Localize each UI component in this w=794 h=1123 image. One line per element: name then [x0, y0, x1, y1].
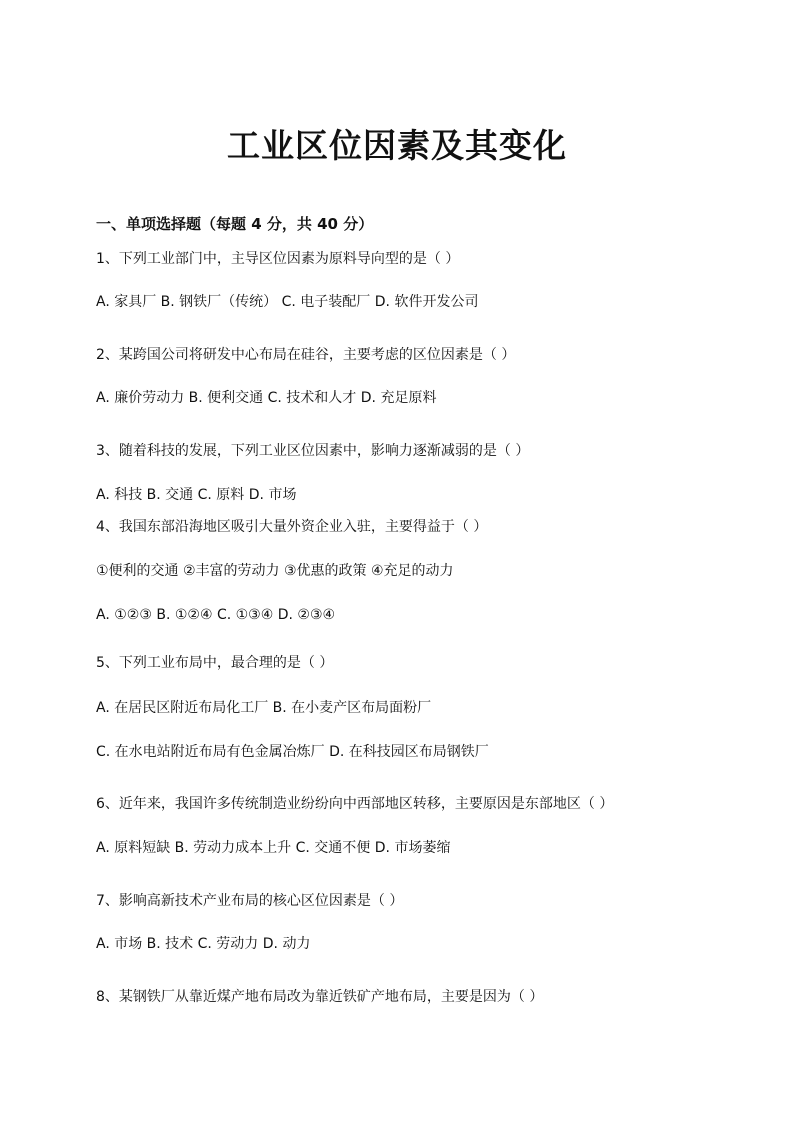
question-1-stem: 1、下列工业部门中，主导区位因素为原料导向型的是（ ） — [96, 251, 460, 267]
question-5-stem: 5、下列工业布局中，最合理的是（ ） — [96, 655, 334, 671]
question-5-options-line-2: C. 在水电站附近布局有色金属冶炼厂 D. 在科技园区布局钢铁厂 — [96, 744, 489, 760]
question-7-stem: 7、影响高新技术产业布局的核心区位因素是（ ） — [96, 893, 404, 909]
question-2-options: A. 廉价劳动力 B. 便利交通 C. 技术和人才 D. 充足原料 — [96, 390, 437, 406]
question-5-options-line-1: A. 在居民区附近布局化工厂 B. 在小麦产区布局面粉厂 — [96, 700, 432, 716]
question-1-options: A. 家具厂 B. 钢铁厂（传统） C. 电子装配厂 D. 软件开发公司 — [96, 294, 479, 310]
document-title: 工业区位因素及其变化 — [227, 126, 567, 165]
question-3-stem: 3、随着科技的发展，下列工业区位因素中，影响力逐渐减弱的是（ ） — [96, 443, 530, 459]
question-6-options: A. 原料短缺 B. 劳动力成本上升 C. 交通不便 D. 市场萎缩 — [96, 840, 451, 856]
question-8-stem: 8、某钢铁厂从靠近煤产地布局改为靠近铁矿产地布局，主要是因为（ ） — [96, 989, 544, 1005]
question-7-options: A. 市场 B. 技术 C. 劳动力 D. 动力 — [96, 936, 311, 952]
question-4-stem: 4、我国东部沿海地区吸引大量外资企业入驻，主要得益于（ ） — [96, 519, 488, 535]
question-3-options: A. 科技 B. 交通 C. 原料 D. 市场 — [96, 487, 297, 503]
question-2-stem: 2、某跨国公司将研发中心布局在硅谷，主要考虑的区位因素是（ ） — [96, 347, 516, 363]
question-6-stem: 6、近年来，我国许多传统制造业纷纷向中西部地区转移，主要原因是东部地区（ ） — [96, 796, 614, 812]
question-4-options: A. ①②③ B. ①②④ C. ①③④ D. ②③④ — [96, 607, 336, 623]
question-4-statements: ①便利的交通 ②丰富的劳动力 ③优惠的政策 ④充足的动力 — [96, 563, 454, 579]
section-heading: 一、单项选择题（每题 4 分，共 40 分） — [96, 215, 374, 233]
